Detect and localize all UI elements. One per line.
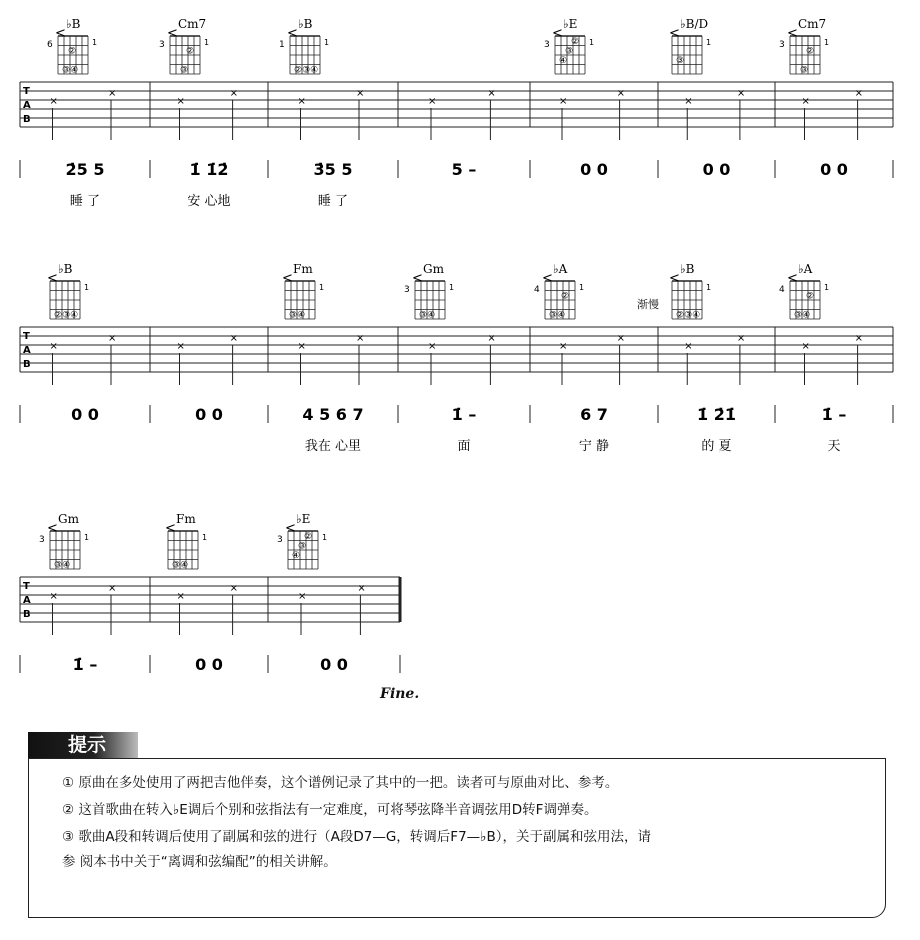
chord-r0-c3-barre-icon: < [552, 26, 563, 41]
chord-r2-c2-fret-num: 3 [277, 535, 283, 545]
tab-clef-T: T [23, 86, 30, 97]
jianpu-r0-m2: 3̇5 5 [313, 160, 353, 179]
tab-clef-A: A [23, 100, 31, 111]
chord-r0-c1-barre-icon: < [167, 26, 178, 41]
chord-r0-c0-name: ♭B [66, 17, 81, 31]
chord-r0-c2-name: ♭B [298, 17, 313, 31]
tab-note-r0: × [736, 88, 746, 99]
chord-r1-c1-barre-icon: < [282, 271, 293, 286]
chord-r1-c0-finger-0: ②③④ [54, 310, 79, 321]
jianpu-r0-m0: 2̇5 5 [65, 160, 105, 179]
tab-note-r2: × [357, 583, 366, 594]
chord-r0-c1-finger-0: ② [186, 46, 195, 57]
chord-r1-c0-name: ♭B [58, 262, 73, 276]
chord-r1-c3-fret-num: 4 [534, 285, 540, 295]
chord-r0-c4-marker: 1 [706, 38, 712, 47]
chord-r1-c3-name: ♭A [553, 262, 568, 276]
chord-r2-c1-marker: 1 [202, 533, 208, 542]
tab-note-r0: × [297, 96, 306, 107]
chord-r0-c0-finger-1: ③④ [62, 65, 79, 76]
chord-r1-c3-finger-0: ② [561, 291, 570, 302]
tab-note-r2: × [108, 583, 117, 594]
tips-title: 提示 [28, 732, 138, 758]
tab-note-r2: × [176, 591, 185, 602]
tab-note-r1: × [49, 341, 58, 352]
jianpu-r1-m1: 0 0 [195, 405, 223, 424]
chord-r0-c3-fret-num: 3 [544, 40, 550, 50]
chord-r0-c3-marker: 1 [589, 38, 595, 47]
chord-r0-c3-name: ♭E [563, 17, 578, 31]
chord-r0-c2-marker: 1 [324, 38, 330, 47]
chord-r1-c1-marker: 1 [319, 283, 325, 292]
tab-note-r1: × [736, 333, 746, 344]
chord-r2-c2-barre-icon: < [285, 521, 296, 536]
tab-note-r0: × [854, 88, 863, 99]
chord-r0-c4-barre-icon: < [669, 26, 680, 41]
jianpu-r1-m0: 0 0 [71, 405, 99, 424]
chord-r0-c4-finger-0: ③ [676, 56, 685, 66]
chord-r1-c1-name: Fm [293, 262, 313, 276]
tab-note-r1: × [487, 333, 496, 344]
chord-r0-c2-fret-num: 1 [279, 40, 285, 50]
chord-r2-c1-barre-icon: < [165, 521, 176, 536]
chord-r1-c4-name: ♭B [680, 262, 695, 276]
tab-clef-T: T [23, 581, 30, 592]
chord-r1-c2-finger-0: ③④ [419, 310, 436, 321]
lyric-r1-m3: 面 [457, 439, 471, 454]
chord-r1-c3-marker: 1 [579, 283, 585, 292]
lyric-r1-m5: 的 夏 [701, 439, 732, 454]
chord-r0-c5-name: Cm7 [798, 17, 827, 31]
tip-line-4: 参 阅本书中关于“离调和弦编配”的相关讲解。 [62, 854, 337, 870]
tab-note-r0: × [559, 96, 568, 107]
chord-r0-c1-name: Cm7 [178, 17, 207, 31]
chord-r1-c5-barre-icon: < [787, 271, 798, 286]
tab-note-r1: × [684, 341, 693, 352]
tab-note-r1: × [801, 341, 810, 352]
jianpu-r2-m2: 0 0 [320, 655, 348, 674]
tab-note-r1: × [176, 341, 185, 352]
jianpu-r1-m2: 4 5 6 7 [302, 405, 364, 424]
chord-r0-c4-name: ♭B/D [680, 17, 709, 31]
chord-r0-c2-barre-icon: < [287, 26, 298, 41]
chord-r1-c2-barre-icon: < [412, 271, 423, 286]
chord-r0-c1-marker: 1 [204, 38, 210, 47]
chord-r1-c2-marker: 1 [449, 283, 455, 292]
chord-r0-c0-finger-0: ② [68, 46, 77, 57]
lyric-r1-m2: 我在 心里 [304, 439, 362, 454]
tab-clef-A: A [23, 345, 31, 356]
jianpu-r1-m4: 6 7 [580, 405, 608, 424]
chord-r2-c2-finger-2: ④ [292, 551, 301, 561]
chord-r0-c2-finger-0: ②③④ [294, 65, 319, 76]
chord-r0-c5-marker: 1 [824, 38, 830, 47]
tab-note-r0: × [428, 96, 437, 107]
chord-r1-c3-finger-1: ③④ [549, 310, 566, 321]
tab-note-r1: × [854, 333, 863, 344]
chord-r0-c0-marker: 1 [92, 38, 98, 47]
jianpu-r2-m0: 1̇ – [72, 655, 98, 674]
chord-r1-c0-marker: 1 [84, 283, 90, 292]
tab-note-r1: × [108, 333, 117, 344]
chord-r0-c3-finger-0: ② [571, 37, 580, 47]
chord-r1-c2-name: Gm [423, 262, 444, 276]
lyric-r0-m1: 安 心地 [187, 194, 231, 209]
chord-r1-c4-marker: 1 [706, 283, 712, 292]
chord-r1-c5-finger-1: ③④ [794, 310, 811, 321]
chord-r2-c2-name: ♭E [296, 512, 311, 526]
chord-r0-c3-finger-1: ③ [565, 46, 574, 57]
chord-r2-c2-finger-0: ② [304, 532, 313, 542]
jianpu-r1-m6: 1̇ – [821, 405, 847, 424]
tab-note-r2: × [298, 591, 307, 602]
chord-r1-c1-finger-0: ③④ [289, 310, 306, 321]
chord-r2-c2-finger-1: ③ [298, 541, 307, 552]
chord-r0-c0-barre-icon: < [55, 26, 66, 41]
tab-note-r0: × [108, 88, 117, 99]
chord-r2-c0-finger-0: ③④ [54, 560, 71, 571]
chord-r2-c0-fret-num: 3 [39, 535, 45, 545]
chord-r1-c5-fret-num: 4 [779, 285, 785, 295]
chord-r1-c0-barre-icon: < [47, 271, 58, 286]
jianpu-r2-m1: 0 0 [195, 655, 223, 674]
tip-line-2: ② 这首歌曲在转入♭E调后个别和弦指法有一定难度，可将琴弦降半音调弦用D转F调弹奏。 [62, 802, 598, 818]
tab-note-r1: × [428, 341, 437, 352]
blank-patch [660, 630, 840, 700]
tab-clef-A: A [23, 595, 31, 606]
chord-r0-c3-finger-2: ④ [559, 56, 568, 66]
tab-note-r0: × [616, 88, 625, 99]
lyric-r0-m2: 睡 了 [317, 194, 349, 209]
jianpu-r0-m6: 0 0 [820, 160, 848, 179]
tab-note-r1: × [356, 333, 365, 344]
chord-r1-c2-fret-num: 3 [404, 285, 410, 295]
jianpu-r0-m4: 0 0 [580, 160, 608, 179]
jianpu-r0-m3: 5 – [451, 160, 477, 179]
tab-clef-B: B [23, 359, 31, 370]
tip-line-1: ① 原曲在多处使用了两把吉他伴奏，这个谱例记录了其中的一把。读者可与原曲对比、参考。 [62, 775, 619, 791]
fine-mark: Fine. [380, 686, 420, 702]
chord-r0-c5-barre-icon: < [787, 26, 798, 41]
jianpu-r0-m1: 1̇ 1̇2̇ [189, 160, 229, 179]
tempo-mark: 渐慢 [637, 298, 659, 311]
chord-r2-c1-finger-0: ③④ [172, 560, 189, 571]
chord-r2-c1-name: Fm [176, 512, 196, 526]
lyric-r1-m6: 天 [827, 439, 841, 454]
chord-r0-c1-fret-num: 3 [159, 40, 165, 50]
tab-clef-B: B [23, 609, 31, 620]
tab-note-r0: × [229, 88, 238, 99]
tab-note-r0: × [684, 96, 693, 107]
lyric-r1-m4: 宁 静 [578, 439, 610, 454]
jianpu-r1-m5: 1̇ 2̇1̇ [697, 405, 736, 424]
chord-r1-c5-name: ♭A [798, 262, 813, 276]
chord-r2-c2-marker: 1 [322, 533, 328, 542]
chord-r0-c0-fret-num: 6 [47, 40, 53, 50]
tab-note-r0: × [356, 88, 365, 99]
chord-r1-c3-barre-icon: < [542, 271, 553, 286]
chord-r0-c5-finger-0: ② [806, 46, 815, 57]
tab-note-r0: × [49, 96, 58, 107]
chord-r2-c0-marker: 1 [84, 533, 90, 542]
chord-r2-c0-name: Gm [58, 512, 79, 526]
tab-note-r1: × [229, 333, 238, 344]
tab-note-r1: × [297, 341, 306, 352]
tab-clef-B: B [23, 114, 31, 125]
chord-r2-c0-barre-icon: < [47, 521, 58, 536]
tab-note-r2: × [229, 583, 238, 594]
tab-note-r0: × [801, 96, 810, 107]
tab-note-r1: × [616, 333, 625, 344]
tab-note-r0: × [487, 88, 496, 99]
chord-r0-c5-fret-num: 3 [779, 40, 785, 50]
tab-clef-T: T [23, 331, 30, 342]
jianpu-r1-m3: 1̇ – [451, 405, 477, 424]
tab-note-r0: × [176, 96, 185, 107]
chord-r1-c4-barre-icon: < [669, 271, 680, 286]
tab-note-r1: × [559, 341, 568, 352]
lyric-r0-m0: 睡 了 [69, 194, 101, 209]
chord-r0-c5-finger-1: ③ [800, 65, 809, 76]
chord-r1-c5-marker: 1 [824, 283, 830, 292]
chord-r1-c4-finger-0: ②③④ [676, 310, 701, 321]
chord-r1-c5-finger-0: ② [806, 291, 815, 302]
tab-note-r2: × [49, 591, 58, 602]
jianpu-r0-m5: 0 0 [702, 160, 731, 179]
tip-line-3: ③ 歌曲A段和转调后使用了副属和弦的进行（A段D7—G，转调后F7—♭B），关于副属和弦用法，请 [62, 829, 652, 845]
chord-r0-c1-finger-1: ③ [180, 65, 189, 76]
